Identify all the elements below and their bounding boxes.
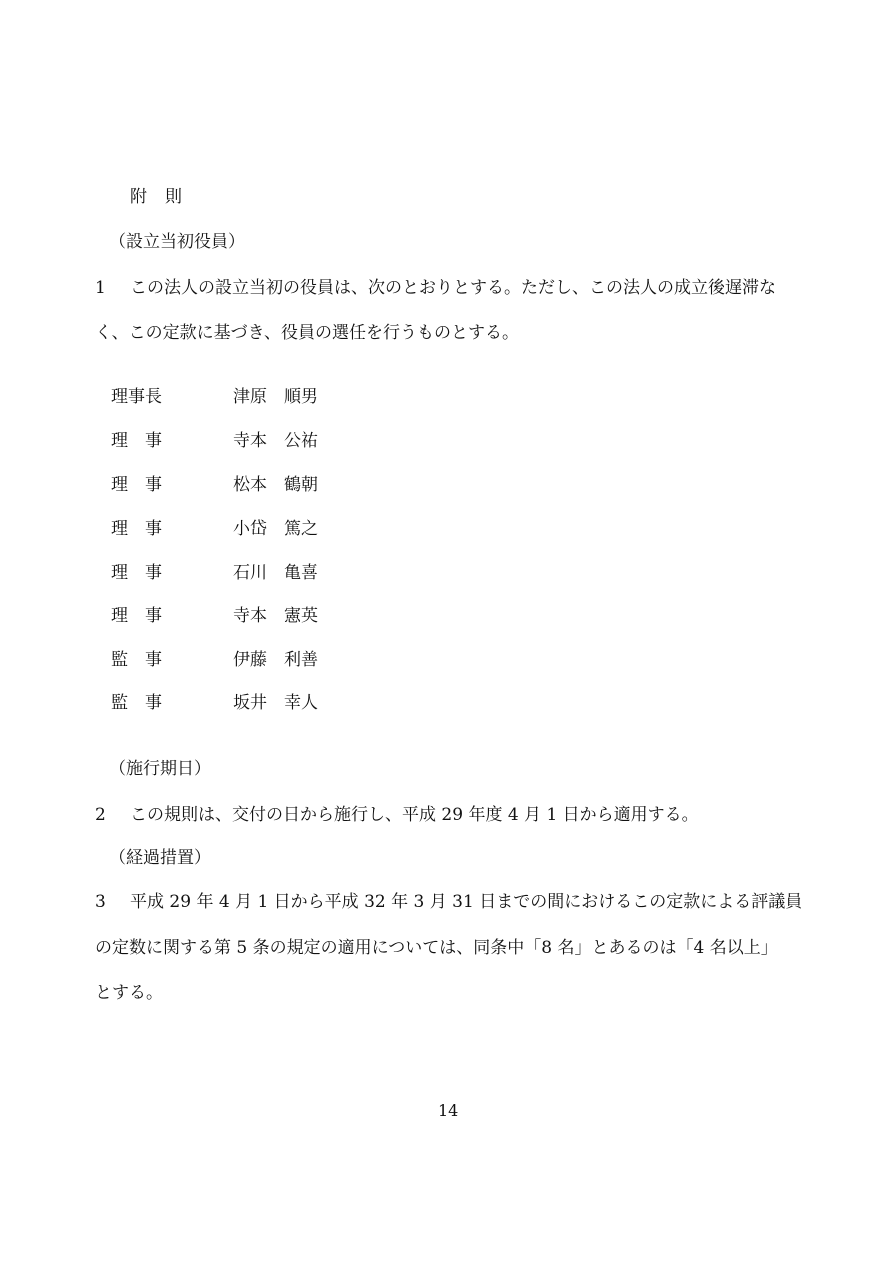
section-3-text-line1: 平成 29 年 4 月 1 日から平成 32 年 3 月 31 日までの間におけるこの定款による評議員: [130, 892, 803, 912]
section-1-number: 1: [95, 278, 106, 298]
officer-role: 理 事: [111, 431, 162, 451]
officer-role: 理 事: [111, 519, 162, 539]
section-2-heading: （施行期日）: [109, 759, 211, 779]
officer-name: 寺本 憲英: [233, 606, 318, 626]
section-3-text-line2: の定数に関する第 5 条の規定の適用については、同条中「8 名」とあるのは「4 名以上」: [95, 938, 778, 958]
document-title: 附則: [130, 187, 200, 207]
officer-name: 坂井 幸人: [233, 693, 318, 713]
officer-role: 監 事: [111, 650, 162, 670]
officer-name: 津原 順男: [233, 387, 318, 407]
officer-role: 理 事: [111, 475, 162, 495]
section-1-text-line1: この法人の設立当初の役員は、次のとおりとする。ただし、この法人の成立後遅滞な: [130, 278, 776, 298]
officer-name: 寺本 公祐: [233, 431, 318, 451]
officer-name: 石川 亀喜: [233, 563, 318, 583]
officer-name: 小岱 篤之: [233, 519, 318, 539]
section-3-text-line3: とする。: [95, 983, 163, 1003]
page-number: 14: [438, 1101, 459, 1120]
section-3-number: 3: [95, 892, 106, 912]
section-2-number: 2: [95, 805, 106, 825]
section-1-heading: （設立当初役員）: [109, 232, 245, 252]
officer-role: 理事長: [111, 387, 162, 407]
officer-role: 理 事: [111, 563, 162, 583]
officer-name: 松本 鶴朝: [233, 475, 318, 495]
section-2-text-line1: この規則は、交付の日から施行し、平成 29 年度 4 月 1 日から適用する。: [130, 805, 699, 825]
officer-role: 理 事: [111, 606, 162, 626]
section-3-heading: （経過措置）: [109, 848, 211, 868]
officer-name: 伊藤 利善: [233, 650, 318, 670]
section-1-text-line2: く、この定款に基づき、役員の選任を行うものとする。: [95, 323, 519, 343]
officer-role: 監 事: [111, 693, 162, 713]
